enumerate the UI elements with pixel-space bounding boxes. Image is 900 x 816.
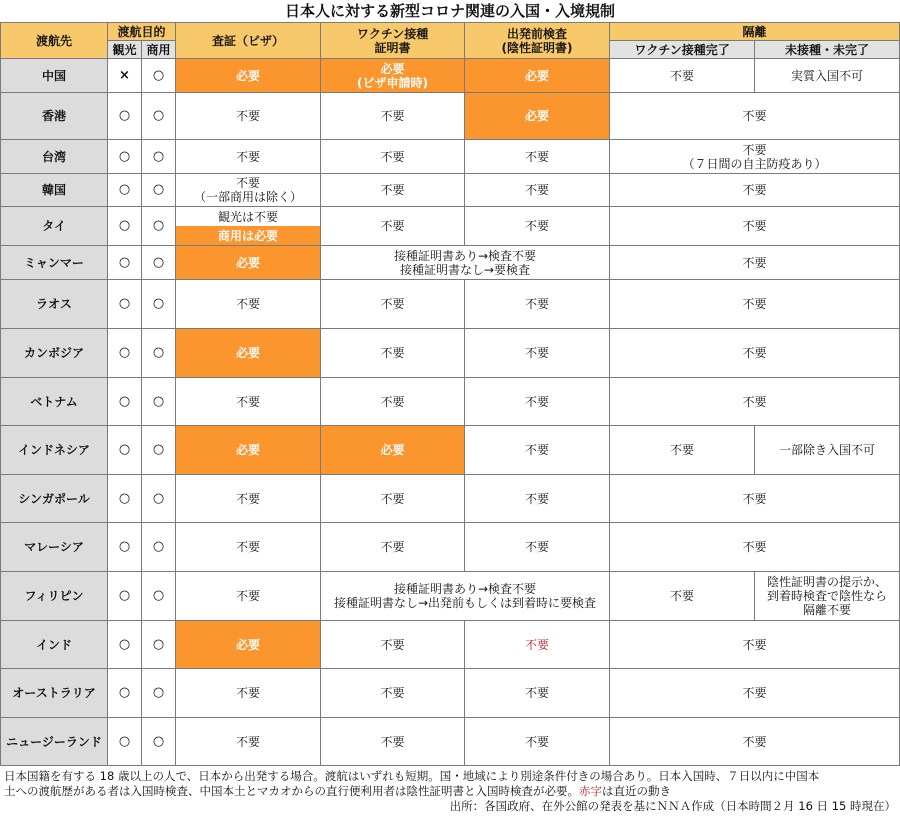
pre-test-cell: 不要: [465, 280, 610, 329]
destination-name: マレーシア: [1, 523, 108, 572]
vaccine-cert-cell: 不要: [321, 669, 465, 718]
vaccine-test-cell: 接種証明書あり→検査不要 接種証明書なし→出発前もしくは到着時に要検査: [321, 572, 610, 621]
vaccine-cert-cell: 不要: [321, 523, 465, 572]
quarantine-cell: 不要: [610, 475, 900, 523]
vaccine-cert-cell: 不要: [321, 621, 465, 669]
header-vaccine-cert: ワクチン接種 証明書: [321, 23, 465, 59]
quarantine-cell: 不要: [610, 718, 900, 766]
visa-cell: 必要: [176, 59, 321, 93]
table-row: [1, 378, 900, 426]
business-mark: ○: [142, 523, 176, 572]
table-row: [1, 523, 900, 572]
vaccine-cert-cell: 不要: [321, 207, 465, 246]
visa-business: 商用は必要: [176, 226, 320, 245]
destination-name: 香港: [1, 93, 108, 140]
pre-test-cell: 不要: [465, 174, 610, 207]
visa-cell: 不要: [176, 93, 321, 140]
pre-test-cell: 不要: [465, 378, 610, 426]
vaccine-cert-cell: 不要: [321, 174, 465, 207]
quarantine-cell: 不要: [610, 174, 900, 207]
sightseeing-mark: ○: [108, 140, 142, 174]
header-quarantine: 隔離: [610, 23, 900, 41]
destination-name: 台湾: [1, 140, 108, 174]
vaccine-cert-cell: 不要: [321, 378, 465, 426]
table-row: [1, 140, 900, 174]
restrictions-table: [0, 22, 900, 766]
business-mark: ○: [142, 378, 176, 426]
vaccine-cert-cell: 不要: [321, 329, 465, 378]
quarantine-vaccinated-cell: 不要: [610, 59, 755, 93]
pre-test-cell: 不要: [465, 426, 610, 475]
business-mark: ○: [142, 246, 176, 280]
destination-name: ミャンマー: [1, 246, 108, 280]
pre-test-cell: 不要: [465, 207, 610, 246]
business-mark: ○: [142, 621, 176, 669]
vaccine-cert-cell: 不要: [321, 718, 465, 766]
header-sightseeing: 観光: [108, 41, 142, 59]
vaccine-cert-cell: 不要: [321, 93, 465, 140]
quarantine-unvaccinated-cell: 陰性証明書の提示か、 到着時検査で陰性なら 隔離不要: [755, 572, 900, 621]
visa-cell: 不要: [176, 523, 321, 572]
sightseeing-mark: ○: [108, 718, 142, 766]
destination-name: ベトナム: [1, 378, 108, 426]
sightseeing-mark: ○: [108, 378, 142, 426]
destination-name: ラオス: [1, 280, 108, 329]
business-mark: ○: [142, 572, 176, 621]
pre-test-cell: 不要: [465, 140, 610, 174]
quarantine-cell: 不要: [610, 378, 900, 426]
table-row: [1, 621, 900, 669]
visa-sightseeing: 観光は不要: [218, 209, 279, 224]
visa-cell: 不要: [176, 572, 321, 621]
table-row: [1, 426, 900, 475]
destination-name: ニュージーランド: [1, 718, 108, 766]
quarantine-cell: 不要: [610, 207, 900, 246]
table-row: [1, 246, 900, 280]
vaccine-cert-cell: 不要: [321, 280, 465, 329]
table-row: [1, 572, 900, 621]
footnote-line-1: 日本国籍を有する 18 歳以上の人で、日本から出発する場合。渡航はいずれも短期。国・地域により別途条件付きの場合あり。日本入国時、７日以内に中国本: [4, 769, 820, 783]
table-row: [1, 718, 900, 766]
destination-name: シンガポール: [1, 475, 108, 523]
visa-cell: 不要: [176, 718, 321, 766]
pre-test-cell: 不要: [465, 669, 610, 718]
visa-cell: 不要: [176, 475, 321, 523]
footnote-text: 土への渡航歴がある者は入国時検査、中国本土とマカオからの直行便利用者は陰性証明書と入国時検査が必要。: [4, 784, 579, 798]
quarantine-cell: 不要 （７日間の自主防疫あり）: [610, 140, 900, 174]
visa-cell: 不要: [176, 378, 321, 426]
table-row: [1, 669, 900, 718]
sightseeing-mark: ○: [108, 207, 142, 246]
header-vaccinated: ワクチン接種完了: [610, 41, 755, 59]
table-row: [1, 280, 900, 329]
quarantine-cell: 不要: [610, 329, 900, 378]
footnote: [4, 769, 896, 814]
quarantine-cell: 不要: [610, 621, 900, 669]
visa-cell: 不要 （一部商用は除く）: [176, 174, 321, 207]
quarantine-unvaccinated-cell: 実質入国不可: [755, 59, 900, 93]
sightseeing-mark: ○: [108, 93, 142, 140]
quarantine-vaccinated-cell: 不要: [610, 426, 755, 475]
table-row: [1, 174, 900, 207]
pre-test-cell: 不要: [465, 718, 610, 766]
vaccine-test-cell: 接種証明書あり→検査不要 接種証明書なし→要検査: [321, 246, 610, 280]
sightseeing-mark: ○: [108, 246, 142, 280]
destination-name: フィリピン: [1, 572, 108, 621]
visa-cell: 必要: [176, 426, 321, 475]
table-row: [1, 475, 900, 523]
header-destination: 渡航先: [1, 23, 108, 59]
sightseeing-mark: ○: [108, 621, 142, 669]
vaccine-cert-cell: 不要: [321, 475, 465, 523]
business-mark: ○: [142, 669, 176, 718]
vaccine-cert-cell: 不要: [321, 140, 465, 174]
quarantine-cell: 不要: [610, 280, 900, 329]
pre-test-cell: 必要: [465, 59, 610, 93]
header-unvaccinated: 未接種・未完了: [755, 41, 900, 59]
quarantine-cell: 不要: [610, 93, 900, 140]
recent-change-label: 赤字: [579, 784, 602, 798]
table-row: [1, 207, 900, 246]
table-row: [1, 93, 900, 140]
visa-cell: 不要: [176, 669, 321, 718]
sightseeing-mark: ○: [108, 669, 142, 718]
header-business: 商用: [142, 41, 176, 59]
quarantine-vaccinated-cell: 不要: [610, 572, 755, 621]
header-pre-test: 出発前検査 (陰性証明書): [465, 23, 610, 59]
business-mark: ○: [142, 280, 176, 329]
business-mark: ○: [142, 718, 176, 766]
source-note: 出所：各国政府、在外公館の発表を基にＮＮＡ作成（日本時間２月 16 日 15 時現在）: [449, 799, 896, 813]
table-row: [1, 59, 900, 93]
pre-test-cell: 不要: [465, 621, 610, 669]
header-purpose: 渡航目的: [108, 23, 176, 41]
business-mark: ○: [142, 207, 176, 246]
pre-test-cell: 不要: [465, 329, 610, 378]
destination-name: インドネシア: [1, 426, 108, 475]
business-mark: ○: [142, 140, 176, 174]
sightseeing-mark: ○: [108, 329, 142, 378]
destination-name: タイ: [1, 207, 108, 246]
visa-cell: 必要: [176, 246, 321, 280]
sightseeing-mark: ×: [108, 59, 142, 93]
footnote-text-end: は直近の動き: [602, 784, 671, 798]
visa-cell: 不要: [176, 140, 321, 174]
business-mark: ○: [142, 329, 176, 378]
pre-test-cell: 必要: [465, 93, 610, 140]
visa-cell: [176, 207, 321, 246]
destination-name: 中国: [1, 59, 108, 93]
pre-test-cell: 不要: [465, 475, 610, 523]
business-mark: ○: [142, 475, 176, 523]
business-mark: ○: [142, 59, 176, 93]
visa-cell: 不要: [176, 280, 321, 329]
sightseeing-mark: ○: [108, 426, 142, 475]
footnote-line-2: [4, 784, 896, 799]
destination-name: インド: [1, 621, 108, 669]
sightseeing-mark: ○: [108, 572, 142, 621]
quarantine-cell: 不要: [610, 246, 900, 280]
visa-cell: 必要: [176, 329, 321, 378]
destination-name: 韓国: [1, 174, 108, 207]
business-mark: ○: [142, 426, 176, 475]
sightseeing-mark: ○: [108, 523, 142, 572]
business-mark: ○: [142, 174, 176, 207]
visa-cell: 必要: [176, 621, 321, 669]
pre-test-cell: 不要: [465, 523, 610, 572]
page-title: 日本人に対する新型コロナ関連の入国・入境規制: [284, 2, 615, 20]
sightseeing-mark: ○: [108, 174, 142, 207]
destination-name: カンボジア: [1, 329, 108, 378]
table-row: [1, 329, 900, 378]
destination-name: オーストラリア: [1, 669, 108, 718]
vaccine-cert-cell: 必要 (ビザ申請時): [321, 59, 465, 93]
header-visa: 査証（ビザ）: [176, 23, 321, 59]
quarantine-unvaccinated-cell: 一部除き入国不可: [755, 426, 900, 475]
sightseeing-mark: ○: [108, 280, 142, 329]
sightseeing-mark: ○: [108, 475, 142, 523]
business-mark: ○: [142, 93, 176, 140]
quarantine-cell: 不要: [610, 669, 900, 718]
quarantine-cell: 不要: [610, 523, 900, 572]
vaccine-cert-cell: 必要: [321, 426, 465, 475]
